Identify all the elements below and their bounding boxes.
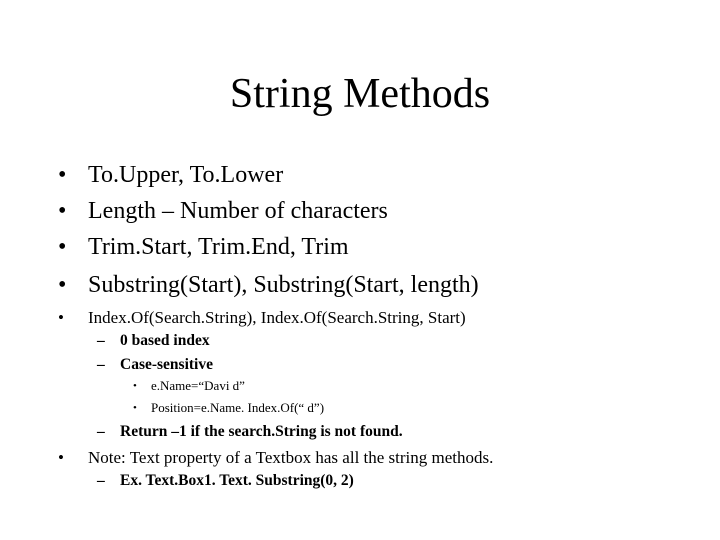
bullet-marker: • bbox=[58, 162, 67, 188]
bullet-marker: • bbox=[58, 234, 67, 260]
dash-marker: – bbox=[97, 423, 105, 440]
bullet-marker: • bbox=[133, 402, 137, 414]
sub-bullet-text: Return –1 if the search.String is not found. bbox=[120, 423, 403, 440]
bullet-text: Length – Number of characters bbox=[88, 198, 388, 224]
bullet-text: To.Upper, To.Lower bbox=[88, 162, 284, 188]
slide-title: String Methods bbox=[229, 71, 491, 117]
sub-bullet-text: Case-sensitive bbox=[120, 356, 213, 373]
dash-marker: – bbox=[97, 356, 105, 373]
bullet-text: Trim.Start, Trim.End, Trim bbox=[88, 234, 349, 260]
bullet-marker: • bbox=[58, 272, 67, 298]
bullet-marker: • bbox=[58, 308, 64, 327]
code-text: Position=e.Name. Index.Of(“ d”) bbox=[151, 400, 325, 415]
bullet-marker: • bbox=[133, 380, 137, 392]
bullet-text: Substring(Start), Substring(Start, length) bbox=[88, 272, 479, 298]
dash-marker: – bbox=[97, 332, 105, 349]
sub-bullet-text: Ex. Text.Box1. Text. Substring(0, 2) bbox=[120, 472, 354, 489]
dash-marker: – bbox=[97, 472, 105, 489]
bullet-marker: • bbox=[58, 198, 67, 224]
bullet-text: Index.Of(Search.String), Index.Of(Search.String, Start) bbox=[88, 308, 466, 327]
bullet-text: Note: Text property of a Textbox has all the string methods. bbox=[88, 448, 494, 467]
sub-bullet-text: 0 based index bbox=[120, 332, 210, 349]
code-text: e.Name=“Davi d” bbox=[151, 378, 245, 393]
bullet-marker: • bbox=[58, 448, 64, 467]
